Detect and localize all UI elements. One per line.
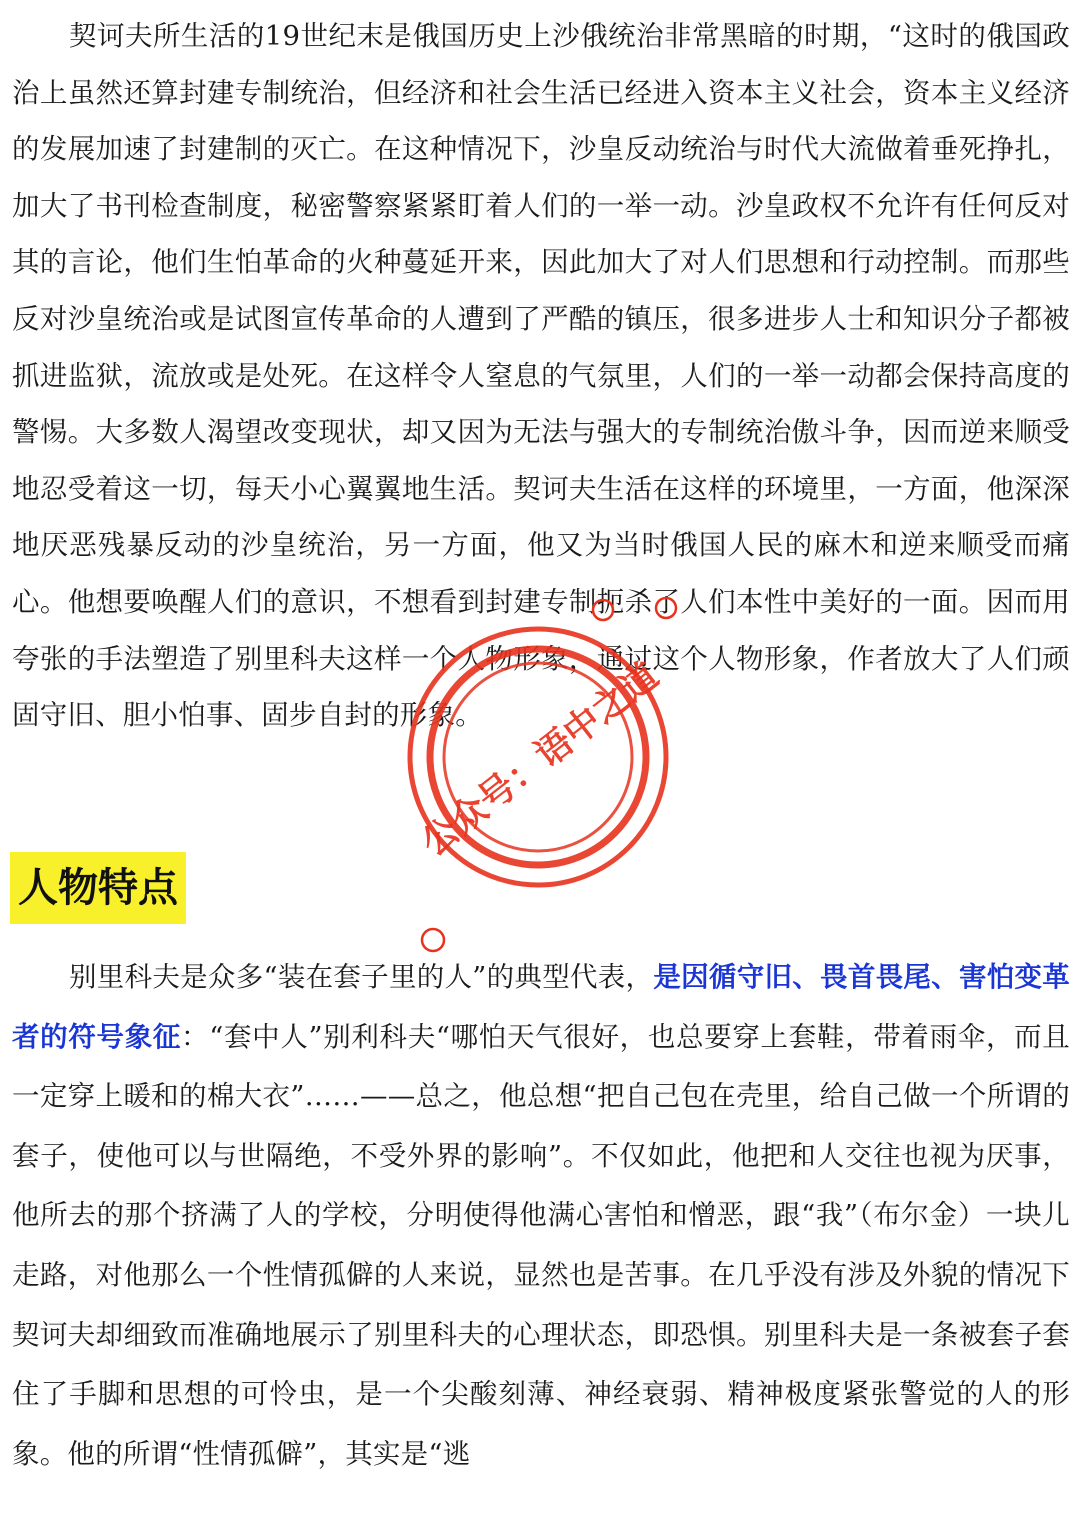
- paragraph-rest-text: ：“套中人”别利科夫“哪怕天气很好，也总要穿上套鞋，带着雨伞，而且一定穿上暖和的棉大衣”……——总之，他总想“把自己包在壳里，给自己做一个所谓的套子，使他可以与世隔绝，不受外界的影响”。不仅如此，他把和人交往也视为厌事，他所去的那个挤满了人的学校，分明使得他满心害怕和憎恶，跟“我”（布尔金）一块儿走路，对他那么一个性情孤僻的人来说，显然也是苦事。在几乎没有涉及外貌的情况下契诃夫却细致而准确地展示了别里科夫的心理状态，即恐惧。别里科夫是一条被套子套住了手脚和思想的可怜虫，是一个尖酸刻薄、神经衰弱、精神极度紧张警觉的人的形象。他的所谓“性情孤僻”，其实是“逃: [12, 1020, 1070, 1470]
- watermark-stamp: [388, 582, 688, 962]
- section-heading: 人物特点: [10, 852, 186, 924]
- highlighted-text: 是因循守旧、畏首畏尾、害怕变革者的符号象征: [12, 961, 1070, 1053]
- watermark-stamp-text: 公众号：语中之道: [414, 654, 667, 865]
- paragraph-intro-text: 别里科夫是众多“装在套子里的人”的典型代表，: [69, 961, 654, 993]
- paragraph-character-traits: [12, 948, 1070, 1484]
- paragraph-historical-background: 契诃夫所生活的19世纪末是俄国历史上沙俄统治非常黑暗的时期，“这时的俄国政治上虽然还算封建专制统治，但经济和社会生活已经进入资本主义社会，资本主义经济的发展加速了封建制的灭亡。在这种情况下，沙皇反动统治与时代大流做着垂死挣扎，加大了书刊检查制度，秘密警察紧紧盯着人们的一举一动。沙皇政权不允许有任何反对其的言论，他们生怕革命的火种蔓延开来，因此加大了对人们思想和行动控制。而那些反对沙皇统治或是试图宣传革命的人遭到了严酷的镇压，很多进步人士和知识分子都被抓进监狱，流放或是处死。在这样令人窒息的气氛里，人们的一举一动都会保持高度的警惕。大多数人渴望改变现状，却又因为无法与强大的专制统治傲斗争，因而逆来顺受地忍受着这一切，每天小心翼翼地生活。契诃夫生活在这样的环境里，一方面，他深深地厌恶残暴反动的沙皇统治，另一方面，他又为当时俄国人民的麻木和逆来顺受而痛心。他想要唤醒人们的意识，不想看到封建专制扼杀了人们本性中美好的一面。因而用夸张的手法塑造了别里科夫这样一个人物形象，通过这个人物形象，作者放大了人们顽固守旧、胆小怕事、固步自封的形象。: [12, 20, 1070, 732]
